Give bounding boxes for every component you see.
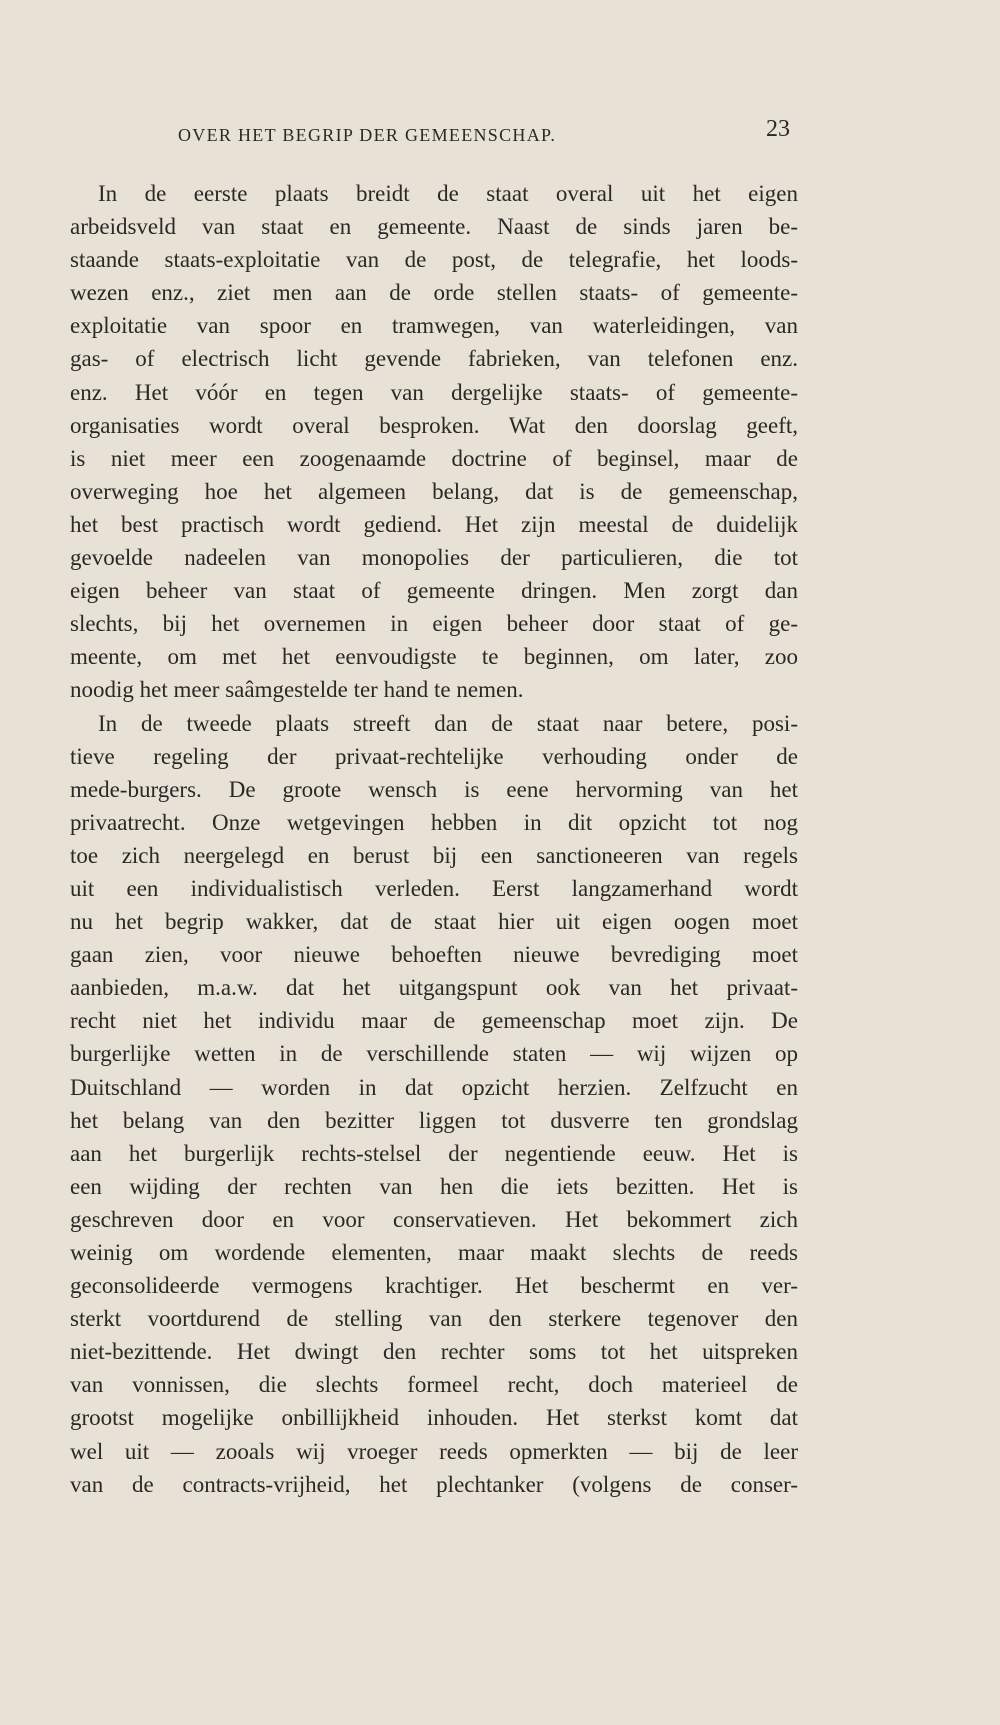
text-line: slechts, bij het overnemen in eigen beheer door staat of ge- xyxy=(70,611,798,637)
text-line: weinig om wordende elementen, maar maakt slechts de reeds xyxy=(70,1240,798,1265)
text-line: een wijding der rechten van hen die iets bezitten. Het is xyxy=(70,1173,798,1199)
text-line: niet-bezittende. Het dwingt den rechter soms tot het uitspreken xyxy=(70,1339,798,1365)
text-line: aan het burgerlijk rechts-stelsel der negentiende eeuw. Het is xyxy=(70,1140,798,1166)
text-line: het best practisch wordt gediend. Het zijn meestal de duidelijk xyxy=(70,511,798,537)
text-line: noodig het meer saâmgestelde ter hand te nemen. xyxy=(70,677,524,703)
running-head xyxy=(178,116,790,150)
text-line: Duitschland — worden in dat opzicht herzien. Zelfzucht en xyxy=(70,1074,798,1100)
text-line: In de tweede plaats streeft dan de staat naar betere, posi- xyxy=(98,710,798,736)
text-line: van vonnissen, die slechts formeel recht, doch materieel de xyxy=(70,1372,798,1398)
text-line: sterkt voortdurend de stelling van den sterkere tegenover den xyxy=(70,1306,798,1332)
text-line: exploitatie van spoor en tramwegen, van waterleidingen, van xyxy=(70,313,798,339)
text-line: staande staats-exploitatie van de post, de telegrafie, het loods- xyxy=(70,247,798,273)
text-line: overweging hoe het algemeen belang, dat is de gemeenschap, xyxy=(70,478,798,504)
text-line: gas- of electrisch licht gevende fabrieken, van telefonen enz. xyxy=(70,346,798,372)
text-line: is niet meer een zoogenaamde doctrine of beginsel, maar de xyxy=(70,445,798,471)
running-title: OVER HET BEGRIP DER GEMEENSCHAP. xyxy=(178,125,557,145)
text-line: grootst mogelijke onbillijkheid inhouden. Het sterkst komt dat xyxy=(70,1405,798,1431)
text-line: uit een individualistisch verleden. Eerst langzamerhand wordt xyxy=(70,875,798,901)
text-line: gevoelde nadeelen van monopolies der particulieren, die tot xyxy=(70,545,798,571)
text-line: geschreven door en voor conservatieven. Het bekommert zich xyxy=(70,1206,798,1232)
text-line: wezen enz., ziet men aan de orde stellen staats- of gemeente- xyxy=(70,280,798,306)
text-line: privaatrecht. Onze wetgevingen hebben in dit opzicht tot nog xyxy=(70,809,798,835)
text-line: toe zich neergelegd en berust bij een sanctioneeren van regels xyxy=(70,842,798,868)
text-line: tieve regeling der privaat-rechtelijke verhouding onder de xyxy=(70,743,798,769)
text-line: eigen beheer van staat of gemeente dringen. Men zorgt dan xyxy=(70,578,798,604)
text-line: gaan zien, voor nieuwe behoeften nieuwe bevrediging moet xyxy=(70,942,798,968)
text-line: wel uit — zooals wij vroeger reeds opmerkten — bij de leer xyxy=(70,1438,798,1464)
text-line: meente, om met het eenvoudigste te beginnen, om later, zoo xyxy=(70,644,798,670)
text-line: geconsolideerde vermogens krachtiger. Het beschermt en ver- xyxy=(70,1273,798,1299)
text-line: arbeidsveld van staat en gemeente. Naast de sinds jaren be- xyxy=(70,214,798,240)
text-line: mede-burgers. De groote wensch is eene hervorming van het xyxy=(70,776,798,802)
paragraph-1 xyxy=(70,177,798,707)
text-line: nu het begrip wakker, dat de staat hier uit eigen oogen moet xyxy=(70,909,798,935)
page-number: 23 xyxy=(766,116,790,142)
text-line: aanbieden, m.a.w. dat het uitgangspunt ook van het privaat- xyxy=(70,975,798,1001)
text-line: het belang van den bezitter liggen tot dusverre ten grondslag xyxy=(70,1107,798,1133)
text-line: recht niet het individu maar de gemeenschap moet zijn. De xyxy=(70,1008,798,1034)
paragraph-2 xyxy=(70,707,798,1501)
text-line: In de eerste plaats breidt de staat overal uit het eigen xyxy=(98,181,798,206)
text-line: organisaties wordt overal besproken. Wat den doorslag geeft, xyxy=(70,412,798,438)
text-line: burgerlijke wetten in de verschillende staten — wij wijzen op xyxy=(70,1041,798,1067)
text-line: enz. Het vóór en tegen van dergelijke staats- of gemeente- xyxy=(70,379,798,405)
text-line: van de contracts-vrijheid, het plechtanker (volgens de conser- xyxy=(70,1471,798,1497)
body-text xyxy=(70,177,798,1501)
